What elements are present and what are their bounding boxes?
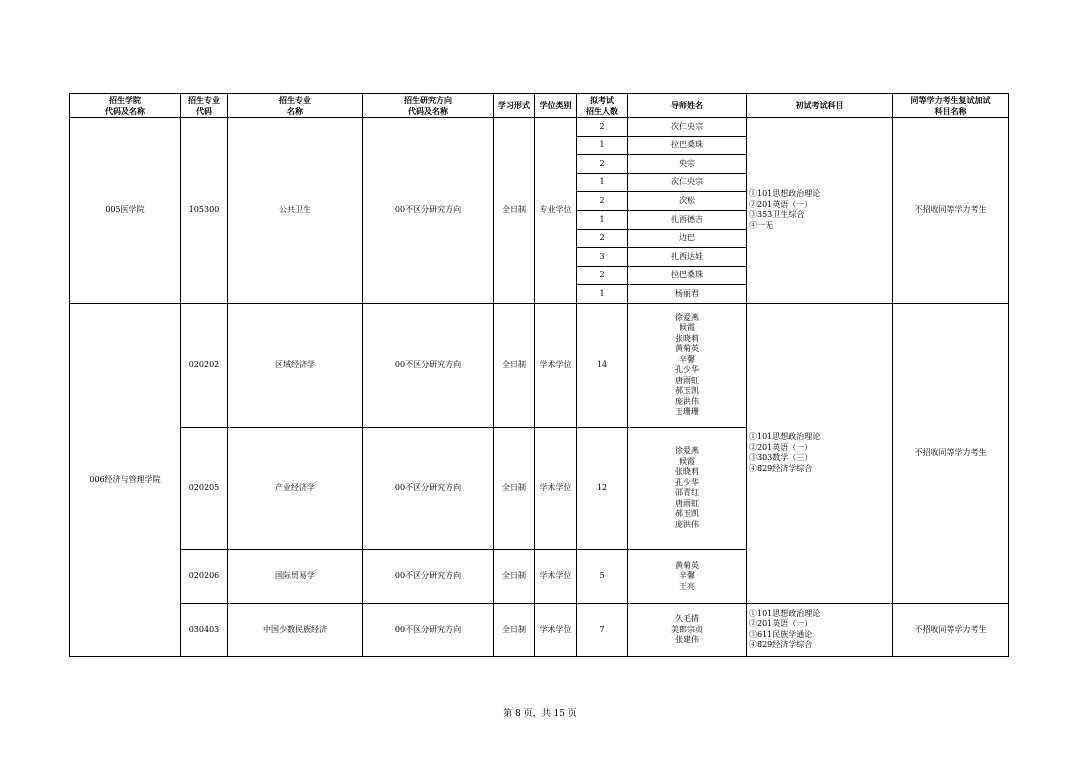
major-code-cell: 020202	[181, 303, 228, 427]
count-cell: 2	[577, 266, 628, 285]
degree-type-cell: 学术学位	[535, 549, 577, 603]
header-direction: 招生研究方向 代码及名称	[363, 94, 494, 118]
supervisor-cell: 扎西达娃	[628, 248, 747, 267]
supervisor-cell: 扎西德吉	[628, 210, 747, 229]
major-name-cell: 公共卫生	[228, 118, 363, 304]
exam-cell: ①101思想政治理论 ②201英语（一） ③611民族学通论 ④829经济学综合	[747, 603, 893, 656]
supervisor-cell: 拉巴桑珠	[628, 136, 747, 155]
direction-cell: 00不区分研究方向	[363, 603, 494, 656]
count-cell: 1	[577, 173, 628, 192]
header-supervisor: 导师姓名	[628, 94, 747, 118]
direction-cell: 00不区分研究方向	[363, 427, 494, 549]
header-study-mode: 学习形式	[494, 94, 535, 118]
major-code-cell: 020206	[181, 549, 228, 603]
count-cell: 1	[577, 136, 628, 155]
count-cell: 2	[577, 229, 628, 248]
major-name-cell: 产业经济学	[228, 427, 363, 549]
supervisor-cell: 黄菊英 辛馨 王亮	[628, 549, 747, 603]
header-equiv: 同等学力考生复试加试 科目名称	[893, 94, 1009, 118]
header-row	[70, 94, 1009, 118]
header-major-code: 招生专业 代码	[181, 94, 228, 118]
count-cell: 3	[577, 248, 628, 267]
direction-cell: 00不区分研究方向	[363, 549, 494, 603]
supervisor-cell: 徐爱燕 候霞 张晓莉 孔少华 邵青红 唐雨虹 郝玉凯 庞洪伟	[628, 427, 747, 549]
supervisor-cell: 次仁央宗	[628, 173, 747, 192]
count-cell: 2	[577, 192, 628, 211]
college-cell: 005医学院	[70, 118, 181, 304]
exam-cell: ①101思想政治理论 ②201英语（一） ③353卫生综合 ④一无	[747, 118, 893, 304]
count-cell: 2	[577, 118, 628, 137]
count-cell: 1	[577, 210, 628, 229]
degree-type-cell: 学术学位	[535, 603, 577, 656]
study-mode-cell: 全日制	[494, 427, 535, 549]
degree-type-cell: 专业学位	[535, 118, 577, 304]
study-mode-cell: 全日制	[494, 118, 535, 304]
major-name-cell: 国际贸易学	[228, 549, 363, 603]
supervisor-cell: 拉巴桑珠	[628, 266, 747, 285]
major-code-cell: 020205	[181, 427, 228, 549]
header-major-name: 招生专业 名称	[228, 94, 363, 118]
header-degree-type: 学位类别	[535, 94, 577, 118]
count-cell: 14	[577, 303, 628, 427]
supervisor-cell: 次仁央宗	[628, 118, 747, 137]
supervisor-cell: 徐爱燕 候霞 张晓莉 黄菊英 辛馨 孔少华 唐雨虹 郝玉凯 庞洪伟 王珊珊	[628, 303, 747, 427]
page-footer: 第 8 页，共 15 页	[503, 709, 577, 719]
equiv-cell: 不招收同等学力考生	[893, 118, 1009, 304]
equiv-cell: 不招收同等学力考生	[893, 303, 1009, 603]
study-mode-cell: 全日制	[494, 303, 535, 427]
equiv-cell: 不招收同等学力考生	[893, 603, 1009, 656]
supervisor-cell: 次松	[628, 192, 747, 211]
degree-type-cell: 学术学位	[535, 427, 577, 549]
table-row	[70, 603, 1009, 656]
major-code-cell: 105300	[181, 118, 228, 304]
table-row	[70, 303, 1009, 427]
major-name-cell: 中国少数民族经济	[228, 603, 363, 656]
count-cell: 7	[577, 603, 628, 656]
header-college: 招生学院 代码及名称	[70, 94, 181, 118]
study-mode-cell: 全日制	[494, 549, 535, 603]
supervisor-cell: 杨丽君	[628, 285, 747, 304]
college-cell: 006经济与管理学院	[70, 303, 181, 656]
supervisor-cell: 久毛措 美郎宗贞 张建伟	[628, 603, 747, 656]
count-cell: 1	[577, 285, 628, 304]
admissions-table	[69, 93, 1009, 657]
supervisor-cell: 央宗	[628, 155, 747, 174]
header-planned: 拟考试 招生人数	[577, 94, 628, 118]
degree-type-cell: 学术学位	[535, 303, 577, 427]
table-row	[70, 118, 1009, 137]
direction-cell: 00不区分研究方向	[363, 303, 494, 427]
study-mode-cell: 全日制	[494, 603, 535, 656]
supervisor-cell: 边巴	[628, 229, 747, 248]
direction-cell: 00不区分研究方向	[363, 118, 494, 304]
header-exam: 初试考试科目	[747, 94, 893, 118]
count-cell: 5	[577, 549, 628, 603]
count-cell: 2	[577, 155, 628, 174]
major-code-cell: 030403	[181, 603, 228, 656]
exam-cell: ①101思想政治理论 ②201英语（一） ③303数学（三） ④829经济学综合	[747, 303, 893, 603]
major-name-cell: 区域经济学	[228, 303, 363, 427]
count-cell: 12	[577, 427, 628, 549]
